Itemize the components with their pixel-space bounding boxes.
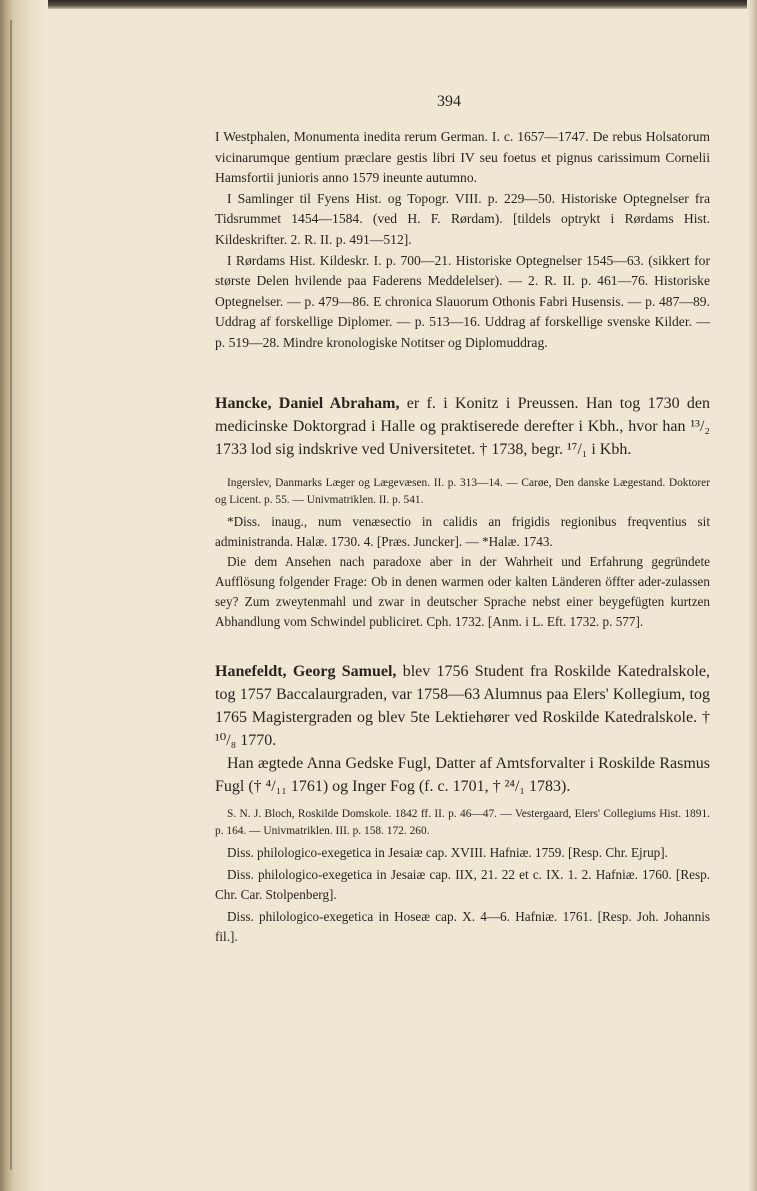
entry-work: *Diss. inaug., num venæsectio in calidis an frigidis regionibus freqventius sit administranda. Halæ. 1730. 4. [Præs. Juncker]. — *Halæ. 1743. xyxy=(215,514,710,549)
entry-name: Hanefeldt, Georg Samuel, xyxy=(215,663,397,680)
entry-work: Diss. philologico-exegetica in Jesaiæ cap. IIX, 21. 22 et c. IX. 1. 2. Hafniæ. 1760. [Resp. Chr. Car. Stolpenberg]. xyxy=(215,867,710,902)
entry-bio: er f. i Konitz i Preussen. Han tog 1730 den medicinske Doktorgrad i Halle og praktiserede derefter i Kbh., hvor han ¹³/₂ 1733 lod sig indskrive ved Universitetet. † 1738, begr. ¹⁷/₁ i Kbh. xyxy=(215,395,711,458)
entry-hanefeldt xyxy=(215,660,710,947)
intro-section xyxy=(215,127,710,354)
page-number: 394 xyxy=(437,93,461,110)
entry-name: Hancke, Daniel Abraham, xyxy=(215,395,400,412)
intro-paragraph: I Rørdams Hist. Kildeskr. I. p. 700—21. Historiske Optegnelser 1545—63. (sikkert for største Delen hvilende paa Faderens Meddelelser). — 2. R. II. p. 461—76. Historiske Optegnelser. — p. 479—86. E chronica Slauorum Othonis Fabri Husensis. — p. 487—89. Uddrag af forskellige Diplomer. — p. 513—16. Uddrag af forskellige svenske Kilder. — p. 519—28. Mindre kronologiske Notitser og Diplomuddrag. xyxy=(215,252,710,350)
entry-work: Die dem Ansehen nach paradoxe aber in der Wahrheit und Erfahrung gegründete Aufflösung folgender Frage: Ob in denen warmen oder kalten Länderen öffter ader-zulassen sey? Zum zweytenmahl und zwar in deutscher Sprache nebst einer beygefügten kurtzen Abhandlung vom Schwindel publiciret. Cph. 1732. [Anm. i L. Eft. 1732. p. 577]. xyxy=(215,554,710,629)
entry-references: S. N. J. Bloch, Roskilde Domskole. 1842 ff. II. p. 46—47. — Vestergaard, Elers' Collegiums Hist. 1891. p. 164. — Univmatriklen. III. p. 158. 172. 260. xyxy=(215,808,710,837)
entry-marriage: Han ægtede Anna Gedske Fugl, Datter af Amtsforvalter i Roskilde Rasmus Fugl († ⁴/₁₁ 1761) og Inger Fog (f. c. 1701, † ²⁴/₁ 1783). xyxy=(215,755,710,795)
entry-work: Diss. philologico-exegetica in Jesaiæ cap. XVIII. Hafniæ. 1759. [Resp. Chr. Ejrup]. xyxy=(227,845,668,860)
intro-paragraph: I Westphalen, Monumenta inedita rerum German. I. c. 1657—1747. De rebus Holsatorum vicinarumque gentium præclare gestis libri IV seu foetus et pignus carissimum Cornelii Hamsfortii junioris anno 1579 ineunte autumno. xyxy=(215,129,710,186)
binding-gutter xyxy=(0,0,48,1191)
entry-references: Ingerslev, Danmarks Læger og Lægevæsen. II. p. 313—14. — Carøe, Den danske Lægestand. Doktorer og Licent. p. 55. — Univmatriklen. II. p. 541. xyxy=(215,477,710,506)
entry-paragraph xyxy=(215,392,710,461)
page-right-edge xyxy=(747,0,757,1191)
entry-hancke xyxy=(215,392,710,632)
intro-paragraph: I Samlinger til Fyens Hist. og Topogr. VIII. p. 229—50. Historiske Optegnelser fra Tidsrummet 1454—1584. (ved H. F. Rørdam). [tildels optrykt i Rørdams Hist. Kildeskrifter. 2. R. II. p. 491—512]. xyxy=(215,190,710,247)
binding-line xyxy=(10,20,12,1170)
entry-bio: blev 1756 Student fra Roskilde Katedralskole, tog 1757 Baccalaurgraden, var 1758—63 Alumnus paa Elers' Kollegium, tog 1765 Magistergraden og blev 5te Lektiehører ved Roskilde Katedralskole. † ¹⁰/₈ 1770. xyxy=(215,663,711,749)
page-top-edge xyxy=(0,0,757,9)
entry-work: Diss. philologico-exegetica in Hoseæ cap. X. 4—6. Hafniæ. 1761. [Resp. Joh. Johannis fil.]. xyxy=(215,909,710,944)
entry-paragraph xyxy=(215,660,710,752)
